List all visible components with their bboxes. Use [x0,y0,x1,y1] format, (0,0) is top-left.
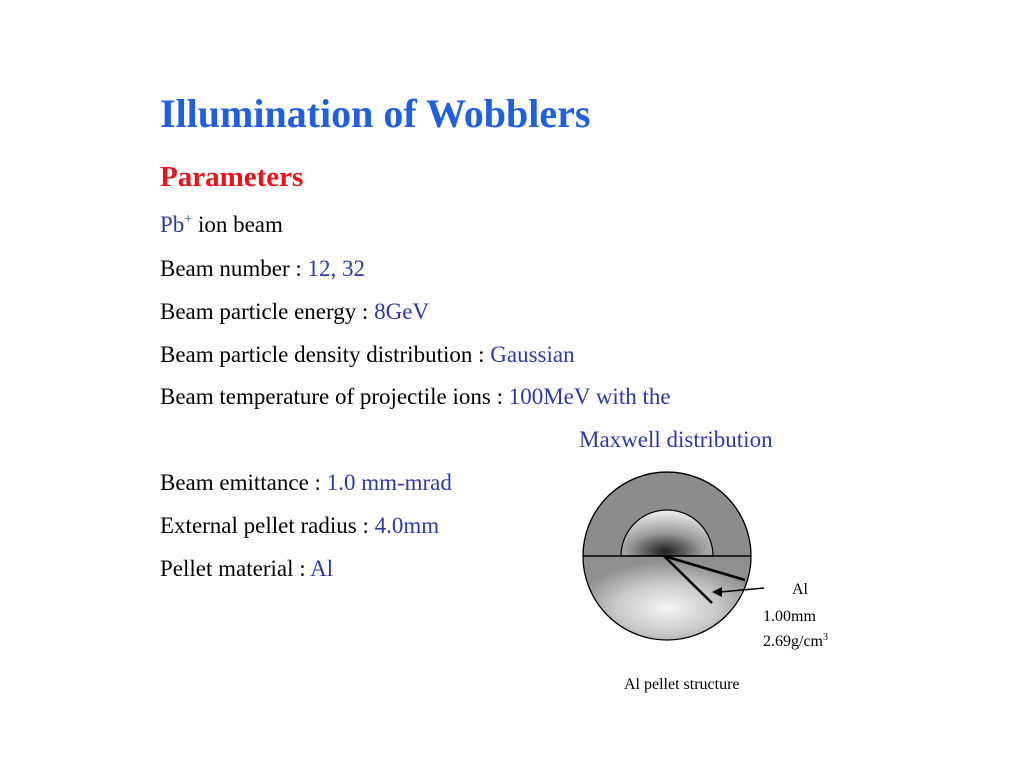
param-value: Al [310,556,334,581]
param-beam-temperature-continued [579,428,773,451]
param-value: 12, 32 [307,256,366,281]
ion-charge: + [184,212,193,227]
param-label: Beam temperature of projectile ions : [160,384,509,409]
param-value: 100MeV with the [508,384,671,409]
param-value: 4.0mm [374,513,440,538]
slide-title: Illumination of Wobblers [160,91,591,136]
param-value-continued: Maxwell distribution [579,427,773,452]
param-label: Beam number : [160,256,308,281]
ion-symbol: Pb [160,212,185,237]
beam-species-line [160,213,283,236]
param-value: 8GeV [374,299,430,324]
param-pellet-material [160,557,333,580]
param-label: Beam particle density distribution : [160,342,491,367]
param-value: 1.0 mm-mrad [326,470,452,495]
param-label: Pellet material : [160,556,311,581]
param-label: Beam particle energy : [160,299,375,324]
param-label: External pellet radius : [160,513,375,538]
pellet-shell-cutaway [583,556,751,640]
param-pellet-radius [160,514,439,537]
param-beam-temperature [160,385,671,408]
pellet-structure-diagram [560,460,880,660]
param-beam-number [160,257,365,280]
density-exponent: 3 [823,632,828,643]
density-value: 2.69g/cm [763,633,823,650]
density-label [763,634,828,650]
beam-species-text: ion beam [192,212,283,237]
param-beam-energy [160,300,429,323]
section-heading: Parameters [160,161,304,193]
thickness-label: 1.00mm [763,608,816,625]
diagram-caption: Al pellet structure [624,676,740,693]
param-density-distribution [160,343,575,366]
material-label: Al [792,581,808,598]
param-value: Gaussian [490,342,575,367]
param-label: Beam emittance : [160,470,327,495]
param-beam-emittance [160,471,452,494]
